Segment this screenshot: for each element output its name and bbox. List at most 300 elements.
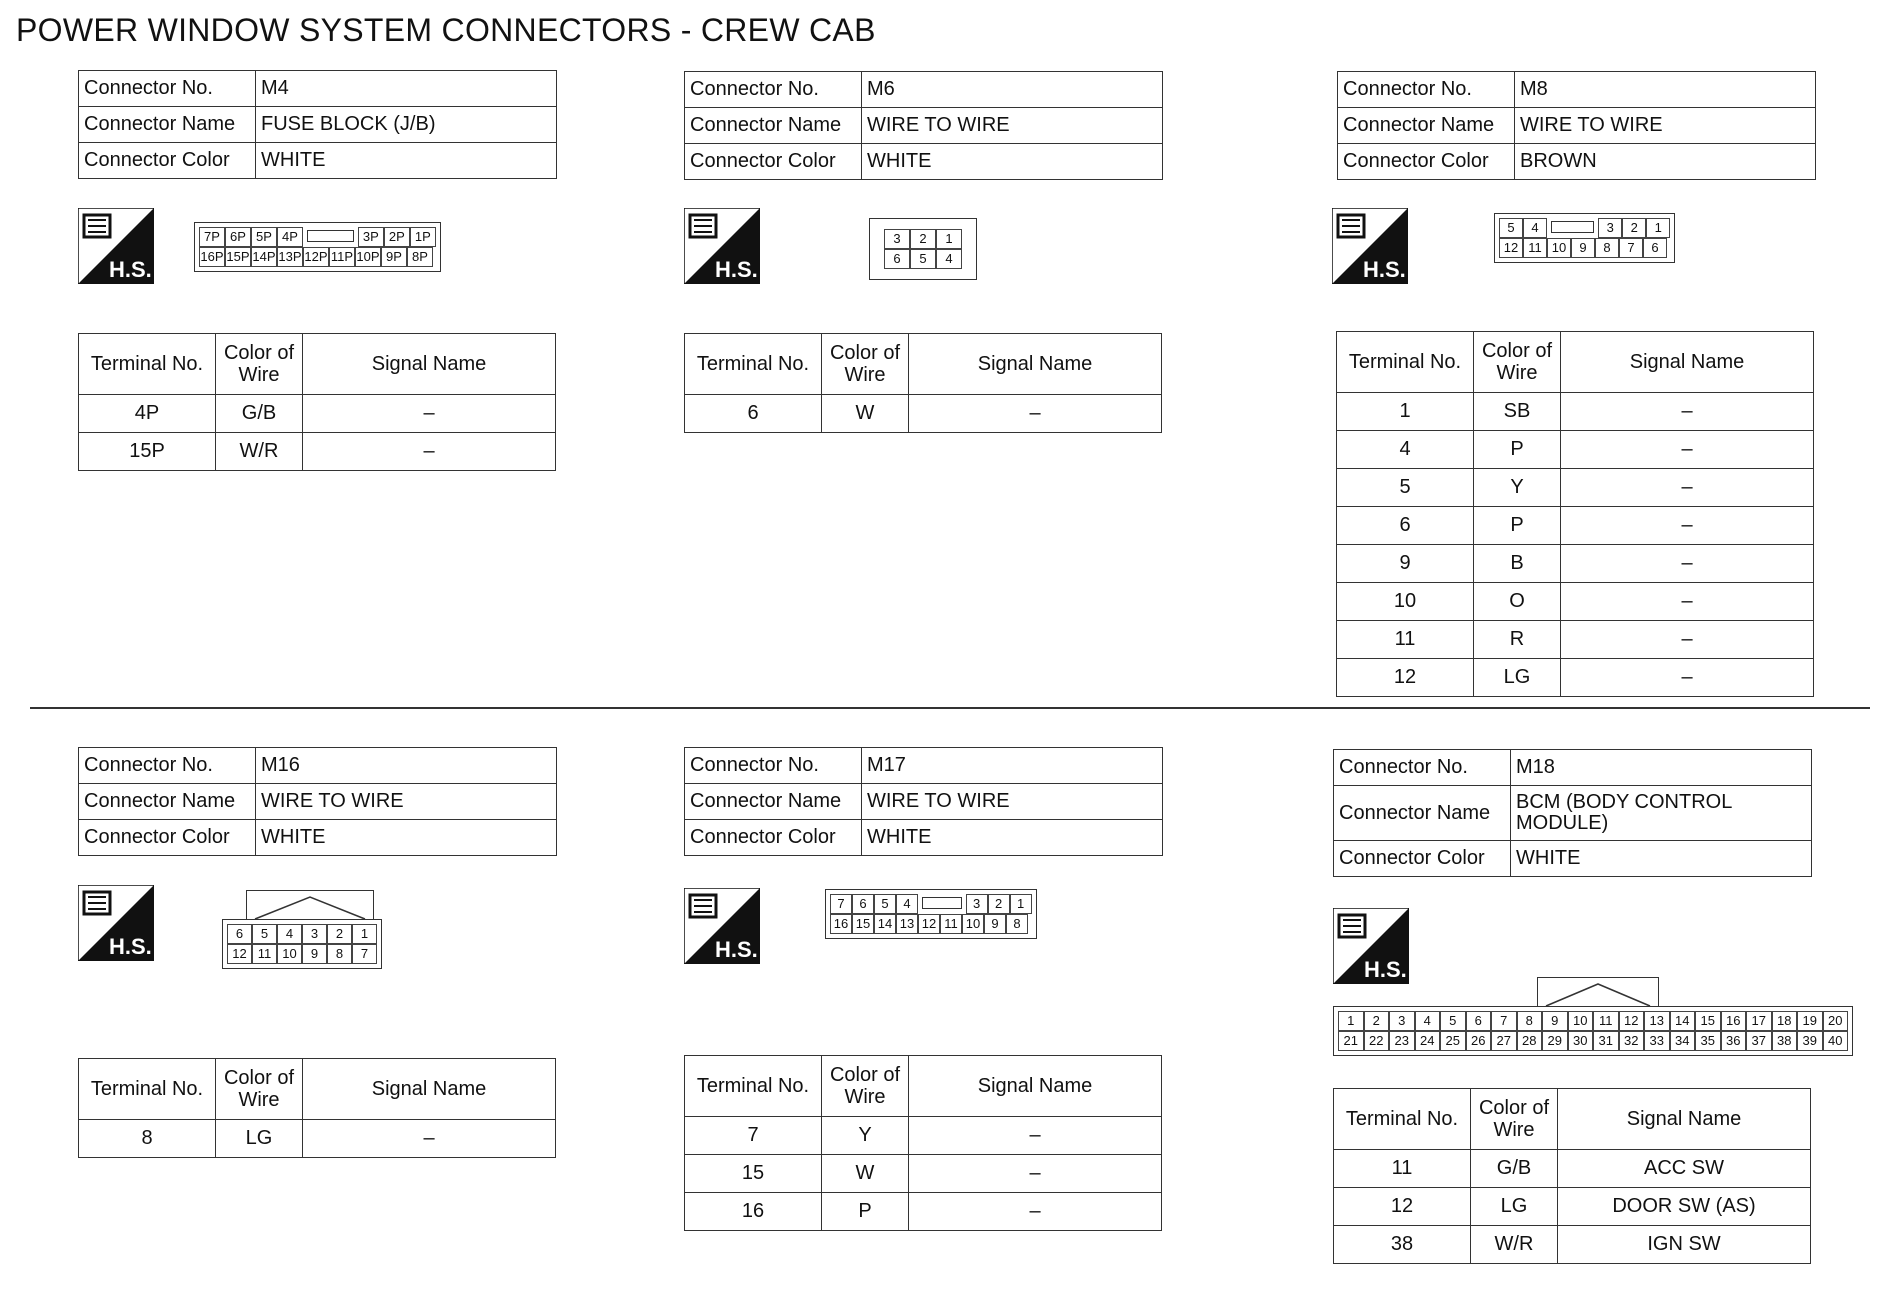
terminal-no-cell: 1 xyxy=(1337,393,1474,431)
connector-info-m4 xyxy=(78,70,557,179)
pin-cavity: 6 xyxy=(852,894,874,914)
terminal-no-header: Terminal No. xyxy=(79,334,216,395)
hs-view-icon xyxy=(684,888,760,964)
pin-cavity: 3 xyxy=(1598,218,1622,238)
pin-cavity: 8 xyxy=(327,944,352,964)
pin-cavity: 2 xyxy=(1622,218,1646,238)
pin-cavity: 9 xyxy=(302,944,327,964)
pin-cavity: 11 xyxy=(1593,1011,1619,1031)
connector-color-row xyxy=(79,820,557,856)
table-row xyxy=(1337,583,1814,621)
pin-cavity: 4 xyxy=(1415,1011,1441,1031)
connector-color-value: WHITE xyxy=(256,820,557,856)
connector-info-table xyxy=(684,747,1163,856)
wire-color-cell: W xyxy=(822,395,909,433)
connector-no-row xyxy=(1338,72,1816,108)
table-row xyxy=(685,395,1162,433)
table-row xyxy=(1334,1188,1811,1226)
hs-label: H.S. xyxy=(715,937,758,962)
table-row xyxy=(1337,431,1814,469)
connector-no-value: M17 xyxy=(862,748,1163,784)
connector-face-m16 xyxy=(222,919,382,969)
pin-cavity: 13P xyxy=(277,247,303,267)
connector-latch xyxy=(1537,977,1659,1008)
wire-color-cell: P xyxy=(1474,431,1561,469)
signal-name-header: Signal Name xyxy=(1558,1089,1811,1150)
connector-no-value: M18 xyxy=(1511,750,1812,786)
pin-cavity: 16 xyxy=(1721,1011,1747,1031)
wire-color-cell: W xyxy=(822,1155,909,1193)
connector-face-m17 xyxy=(825,889,1037,939)
pin-cavity: 3 xyxy=(884,229,910,249)
wire-color-cell: P xyxy=(822,1193,909,1231)
connector-name-label: Connector Name xyxy=(1338,108,1515,144)
pin-cavity: 8 xyxy=(1006,914,1028,934)
terminal-no-cell: 6 xyxy=(1337,507,1474,545)
table-row xyxy=(79,433,556,471)
table-row xyxy=(79,395,556,433)
signal-name-cell: – xyxy=(1561,545,1814,583)
pin-row-bottom xyxy=(830,914,1032,934)
connector-no-value: M16 xyxy=(256,748,557,784)
pin-cavity: 4 xyxy=(1523,218,1547,238)
terminal-no-cell: 12 xyxy=(1334,1188,1471,1226)
terminal-no-cell: 38 xyxy=(1334,1226,1471,1264)
connector-info-m17 xyxy=(684,747,1163,856)
signal-name-cell: – xyxy=(303,433,556,471)
pin-cavity: 28 xyxy=(1517,1031,1543,1051)
pin-cavity: 1P xyxy=(410,227,436,247)
wire-color-cell: LG xyxy=(1474,659,1561,697)
pin-cavity: 13 xyxy=(1644,1011,1670,1031)
pin-cavity: 5 xyxy=(252,924,277,944)
pin-cavity: 24 xyxy=(1415,1031,1441,1051)
pin-cavity: 26 xyxy=(1466,1031,1492,1051)
connector-color-row xyxy=(685,820,1163,856)
table-row xyxy=(685,1193,1162,1231)
terminal-header-row xyxy=(685,334,1162,395)
wire-color-header: Color of Wire xyxy=(1474,332,1561,393)
pin-cavity: 37 xyxy=(1746,1031,1772,1051)
pin-cavity: 33 xyxy=(1644,1031,1670,1051)
connector-color-label: Connector Color xyxy=(1334,841,1511,877)
pin-cavity: 1 xyxy=(1338,1011,1364,1031)
connector-color-value: WHITE xyxy=(256,143,557,179)
connector-color-row xyxy=(685,144,1163,180)
connector-name-value: WIRE TO WIRE xyxy=(862,784,1163,820)
hs-label: H.S. xyxy=(109,257,152,282)
wire-color-cell: G/B xyxy=(1471,1150,1558,1188)
connector-color-value: WHITE xyxy=(862,144,1163,180)
pin-cavity: 21 xyxy=(1338,1031,1364,1051)
hs-label: H.S. xyxy=(715,257,758,282)
terminal-header-row xyxy=(79,334,556,395)
terminal-no-header: Terminal No. xyxy=(1337,332,1474,393)
hs-view-icon xyxy=(684,208,760,284)
terminal-table-m6 xyxy=(684,333,1162,433)
pin-cavity: 29 xyxy=(1542,1031,1568,1051)
connector-info-m16 xyxy=(78,747,557,856)
connector-name-label: Connector Name xyxy=(79,784,256,820)
wire-color-header: Color of Wire xyxy=(822,1056,909,1117)
pin-cavity: 39 xyxy=(1797,1031,1823,1051)
page-title: POWER WINDOW SYSTEM CONNECTORS - CREW CAB xyxy=(16,12,876,48)
pin-row-bottom xyxy=(1338,1031,1848,1051)
signal-name-cell: – xyxy=(1561,431,1814,469)
signal-name-cell: – xyxy=(1561,393,1814,431)
pin-cavity: 9 xyxy=(984,914,1006,934)
pin-cavity: 25 xyxy=(1440,1031,1466,1051)
table-row xyxy=(685,1155,1162,1193)
connector-name-value: WIRE TO WIRE xyxy=(1515,108,1816,144)
terminal-no-cell: 8 xyxy=(79,1120,216,1158)
pin-row-top xyxy=(830,894,1032,914)
pin-cavity: 10P xyxy=(355,247,381,267)
pin-cavity: 7 xyxy=(830,894,852,914)
terminal-no-cell: 6 xyxy=(685,395,822,433)
pin-cavity: 10 xyxy=(1547,238,1571,258)
pin-row-bottom xyxy=(199,247,436,267)
pin-cavity: 9 xyxy=(1571,238,1595,258)
pin-cavity: 13 xyxy=(896,914,918,934)
terminal-no-cell: 15P xyxy=(79,433,216,471)
hs-label: H.S. xyxy=(1363,257,1406,282)
connector-name-value: BCM (BODY CONTROL MODULE) xyxy=(1511,786,1812,841)
pin-cavity: 8 xyxy=(1595,238,1619,258)
connector-no-label: Connector No. xyxy=(685,72,862,108)
signal-name-cell: – xyxy=(1561,507,1814,545)
connector-name-label: Connector Name xyxy=(79,107,256,143)
connector-color-label: Connector Color xyxy=(79,143,256,179)
pin-row-top xyxy=(227,924,377,944)
wire-color-cell: O xyxy=(1474,583,1561,621)
connector-name-value: WIRE TO WIRE xyxy=(256,784,557,820)
pin-cavity: 11 xyxy=(1523,238,1547,258)
connector-color-value: WHITE xyxy=(1511,841,1812,877)
connector-color-row xyxy=(1338,144,1816,180)
wire-color-header: Color of Wire xyxy=(216,1059,303,1120)
connector-no-value: M4 xyxy=(256,71,557,107)
connector-face-m8 xyxy=(1494,213,1675,263)
hs-view-icon xyxy=(1332,208,1408,284)
table-row xyxy=(1337,545,1814,583)
connector-face-m4 xyxy=(194,222,441,272)
pin-cavity: 32 xyxy=(1619,1031,1645,1051)
wire-color-cell: B xyxy=(1474,545,1561,583)
terminal-no-header: Terminal No. xyxy=(1334,1089,1471,1150)
connector-no-label: Connector No. xyxy=(79,748,256,784)
terminal-no-cell: 5 xyxy=(1337,469,1474,507)
connector-no-label: Connector No. xyxy=(79,71,256,107)
key-slot xyxy=(307,230,354,242)
wire-color-header: Color of Wire xyxy=(1471,1089,1558,1150)
table-row xyxy=(685,1117,1162,1155)
pin-row-top xyxy=(199,227,436,247)
connector-info-table xyxy=(1337,71,1816,180)
pin-cavity: 22 xyxy=(1364,1031,1390,1051)
pin-cavity: 1 xyxy=(1010,894,1032,914)
hs-view-icon xyxy=(1333,908,1409,984)
terminal-no-cell: 9 xyxy=(1337,545,1474,583)
connector-name-row xyxy=(79,784,557,820)
signal-name-cell: ACC SW xyxy=(1558,1150,1811,1188)
pin-cavity: 12 xyxy=(918,914,940,934)
pin-cavity: 2 xyxy=(988,894,1010,914)
connector-info-m18 xyxy=(1333,749,1812,877)
pin-cavity: 27 xyxy=(1491,1031,1517,1051)
hs-label: H.S. xyxy=(109,934,152,959)
connector-name-row xyxy=(79,107,557,143)
pin-row-bottom xyxy=(1499,238,1670,258)
pin-cavity: 3 xyxy=(966,894,988,914)
signal-name-cell: – xyxy=(303,395,556,433)
pin-cavity: 12 xyxy=(227,944,252,964)
latch-shape xyxy=(247,891,373,921)
pin-cavity: 4 xyxy=(936,249,962,269)
pin-cavity: 2 xyxy=(327,924,352,944)
wire-color-header: Color of Wire xyxy=(216,334,303,395)
pin-cavity: 10 xyxy=(277,944,302,964)
connector-face-m18 xyxy=(1333,1006,1853,1056)
terminal-no-cell: 4 xyxy=(1337,431,1474,469)
wire-color-header: Color of Wire xyxy=(822,334,909,395)
connector-color-row xyxy=(79,143,557,179)
connector-color-label: Connector Color xyxy=(685,144,862,180)
pin-cavity: 17 xyxy=(1746,1011,1772,1031)
wire-color-cell: W/R xyxy=(1471,1226,1558,1264)
pin-cavity: 16 xyxy=(830,914,852,934)
terminal-table-m16 xyxy=(78,1058,556,1158)
pin-cavity: 18 xyxy=(1772,1011,1798,1031)
key-slot xyxy=(1551,221,1594,233)
connector-no-value: M6 xyxy=(862,72,1163,108)
pin-cavity: 34 xyxy=(1670,1031,1696,1051)
pin-cavity: 7P xyxy=(199,227,225,247)
wire-color-cell: G/B xyxy=(216,395,303,433)
pin-cavity: 6P xyxy=(225,227,251,247)
pin-cavity: 7 xyxy=(352,944,377,964)
signal-name-cell: – xyxy=(303,1120,556,1158)
pin-cavity: 35 xyxy=(1695,1031,1721,1051)
pin-row-top xyxy=(884,229,962,249)
pin-cavity: 8P xyxy=(407,247,433,267)
key-slot xyxy=(922,897,962,909)
hs-view-icon xyxy=(78,885,154,961)
pin-cavity: 4 xyxy=(277,924,302,944)
pin-cavity: 9P xyxy=(381,247,407,267)
section-divider xyxy=(30,707,1870,709)
pin-cavity: 5 xyxy=(910,249,936,269)
signal-name-cell: – xyxy=(1561,621,1814,659)
connector-no-label: Connector No. xyxy=(685,748,862,784)
signal-name-header: Signal Name xyxy=(303,1059,556,1120)
table-row xyxy=(79,1120,556,1158)
pin-cavity: 4P xyxy=(277,227,303,247)
signal-name-header: Signal Name xyxy=(909,1056,1162,1117)
pin-cavity: 10 xyxy=(962,914,984,934)
connector-info-table xyxy=(78,70,557,179)
pin-cavity: 11 xyxy=(940,914,962,934)
connector-no-row xyxy=(79,71,557,107)
terminal-table-m4 xyxy=(78,333,556,471)
pin-cavity: 7 xyxy=(1491,1011,1517,1031)
pin-cavity: 3 xyxy=(302,924,327,944)
pin-cavity: 5P xyxy=(251,227,277,247)
connector-name-row xyxy=(1338,108,1816,144)
connector-name-value: FUSE BLOCK (J/B) xyxy=(256,107,557,143)
terminal-no-cell: 12 xyxy=(1337,659,1474,697)
connector-face-m6 xyxy=(869,218,977,280)
pin-cavity: 2 xyxy=(910,229,936,249)
signal-name-cell: – xyxy=(909,1117,1162,1155)
connector-info-table xyxy=(78,747,557,856)
signal-name-header: Signal Name xyxy=(303,334,556,395)
table-row xyxy=(1334,1226,1811,1264)
pin-cavity: 2 xyxy=(1364,1011,1390,1031)
pin-cavity: 7 xyxy=(1619,238,1643,258)
terminal-no-header: Terminal No. xyxy=(685,1056,822,1117)
signal-name-cell: – xyxy=(1561,659,1814,697)
pin-cavity: 10 xyxy=(1568,1011,1594,1031)
signal-name-cell: IGN SW xyxy=(1558,1226,1811,1264)
connector-name-row xyxy=(685,108,1163,144)
signal-name-cell: – xyxy=(1561,469,1814,507)
pin-cavity: 12 xyxy=(1619,1011,1645,1031)
pin-cavity: 1 xyxy=(1646,218,1670,238)
wire-color-cell: Y xyxy=(822,1117,909,1155)
connector-color-label: Connector Color xyxy=(1338,144,1515,180)
table-row xyxy=(1337,469,1814,507)
terminal-table-m18 xyxy=(1333,1088,1811,1264)
signal-name-cell: DOOR SW (AS) xyxy=(1558,1188,1811,1226)
pin-cavity: 16P xyxy=(199,247,225,267)
pin-cavity: 36 xyxy=(1721,1031,1747,1051)
connector-name-row xyxy=(1334,786,1812,841)
connector-name-label: Connector Name xyxy=(685,108,862,144)
pin-cavity: 31 xyxy=(1593,1031,1619,1051)
pin-cavity: 6 xyxy=(227,924,252,944)
connector-name-label: Connector Name xyxy=(1334,786,1511,841)
pin-cavity: 11 xyxy=(252,944,277,964)
pin-row-top xyxy=(1499,218,1670,238)
pin-cavity: 1 xyxy=(352,924,377,944)
connector-color-value: WHITE xyxy=(862,820,1163,856)
wire-color-cell: SB xyxy=(1474,393,1561,431)
table-row xyxy=(1337,507,1814,545)
pin-cavity: 20 xyxy=(1823,1011,1849,1031)
latch-shape xyxy=(1538,978,1658,1008)
signal-name-cell: – xyxy=(909,1193,1162,1231)
terminal-no-header: Terminal No. xyxy=(685,334,822,395)
pin-cavity: 6 xyxy=(1643,238,1667,258)
connector-no-value: M8 xyxy=(1515,72,1816,108)
terminal-no-cell: 16 xyxy=(685,1193,822,1231)
connector-info-m8 xyxy=(1337,71,1816,180)
connector-color-row xyxy=(1334,841,1812,877)
pin-cavity: 19 xyxy=(1797,1011,1823,1031)
pin-cavity: 4 xyxy=(896,894,918,914)
pin-cavity: 15 xyxy=(852,914,874,934)
pin-cavity: 14 xyxy=(1670,1011,1696,1031)
pin-cavity: 40 xyxy=(1823,1031,1849,1051)
pin-cavity: 3P xyxy=(358,227,384,247)
terminal-header-row xyxy=(79,1059,556,1120)
connector-no-row xyxy=(685,72,1163,108)
table-row xyxy=(1337,621,1814,659)
connector-color-label: Connector Color xyxy=(79,820,256,856)
connector-no-label: Connector No. xyxy=(1338,72,1515,108)
pin-cavity: 5 xyxy=(874,894,896,914)
terminal-table-m8 xyxy=(1336,331,1814,697)
connector-name-value: WIRE TO WIRE xyxy=(862,108,1163,144)
hs-view-icon xyxy=(78,208,154,284)
wire-color-cell: R xyxy=(1474,621,1561,659)
pin-cavity: 30 xyxy=(1568,1031,1594,1051)
pin-cavity: 11P xyxy=(329,247,355,267)
pin-cavity: 1 xyxy=(936,229,962,249)
terminal-header-row xyxy=(685,1056,1162,1117)
table-row xyxy=(1334,1150,1811,1188)
pin-row-top xyxy=(1338,1011,1848,1031)
pin-cavity: 12P xyxy=(303,247,329,267)
terminal-no-cell: 15 xyxy=(685,1155,822,1193)
pin-cavity: 14P xyxy=(251,247,277,267)
pin-cavity: 14 xyxy=(874,914,896,934)
signal-name-cell: – xyxy=(909,1155,1162,1193)
table-row xyxy=(1337,659,1814,697)
signal-name-cell: – xyxy=(1561,583,1814,621)
pin-cavity: 15 xyxy=(1695,1011,1721,1031)
pin-cavity: 15P xyxy=(225,247,251,267)
connector-color-value: BROWN xyxy=(1515,144,1816,180)
connector-info-table xyxy=(1333,749,1812,877)
terminal-no-cell: 11 xyxy=(1337,621,1474,659)
wire-color-cell: W/R xyxy=(216,433,303,471)
connector-no-row xyxy=(685,748,1163,784)
connector-no-row xyxy=(79,748,557,784)
terminal-no-cell: 4P xyxy=(79,395,216,433)
connector-no-row xyxy=(1334,750,1812,786)
pin-cavity: 5 xyxy=(1440,1011,1466,1031)
terminal-no-cell: 10 xyxy=(1337,583,1474,621)
wire-color-cell: Y xyxy=(1474,469,1561,507)
pin-cavity: 9 xyxy=(1542,1011,1568,1031)
connector-info-table xyxy=(684,71,1163,180)
terminal-no-header: Terminal No. xyxy=(79,1059,216,1120)
connector-info-m6 xyxy=(684,71,1163,180)
signal-name-header: Signal Name xyxy=(1561,332,1814,393)
signal-name-header: Signal Name xyxy=(909,334,1162,395)
pin-cavity: 2P xyxy=(384,227,410,247)
wire-color-cell: LG xyxy=(1471,1188,1558,1226)
terminal-no-cell: 11 xyxy=(1334,1150,1471,1188)
pin-row-bottom xyxy=(227,944,377,964)
signal-name-cell: – xyxy=(909,395,1162,433)
terminal-header-row xyxy=(1337,332,1814,393)
pin-cavity: 38 xyxy=(1772,1031,1798,1051)
pin-cavity: 6 xyxy=(884,249,910,269)
terminal-header-row xyxy=(1334,1089,1811,1150)
pin-cavity: 5 xyxy=(1499,218,1523,238)
connector-name-label: Connector Name xyxy=(685,784,862,820)
pin-cavity: 3 xyxy=(1389,1011,1415,1031)
wire-color-cell: LG xyxy=(216,1120,303,1158)
connector-name-row xyxy=(685,784,1163,820)
hs-label: H.S. xyxy=(1364,957,1407,982)
pin-cavity: 12 xyxy=(1499,238,1523,258)
pin-cavity: 23 xyxy=(1389,1031,1415,1051)
connector-color-label: Connector Color xyxy=(685,820,862,856)
